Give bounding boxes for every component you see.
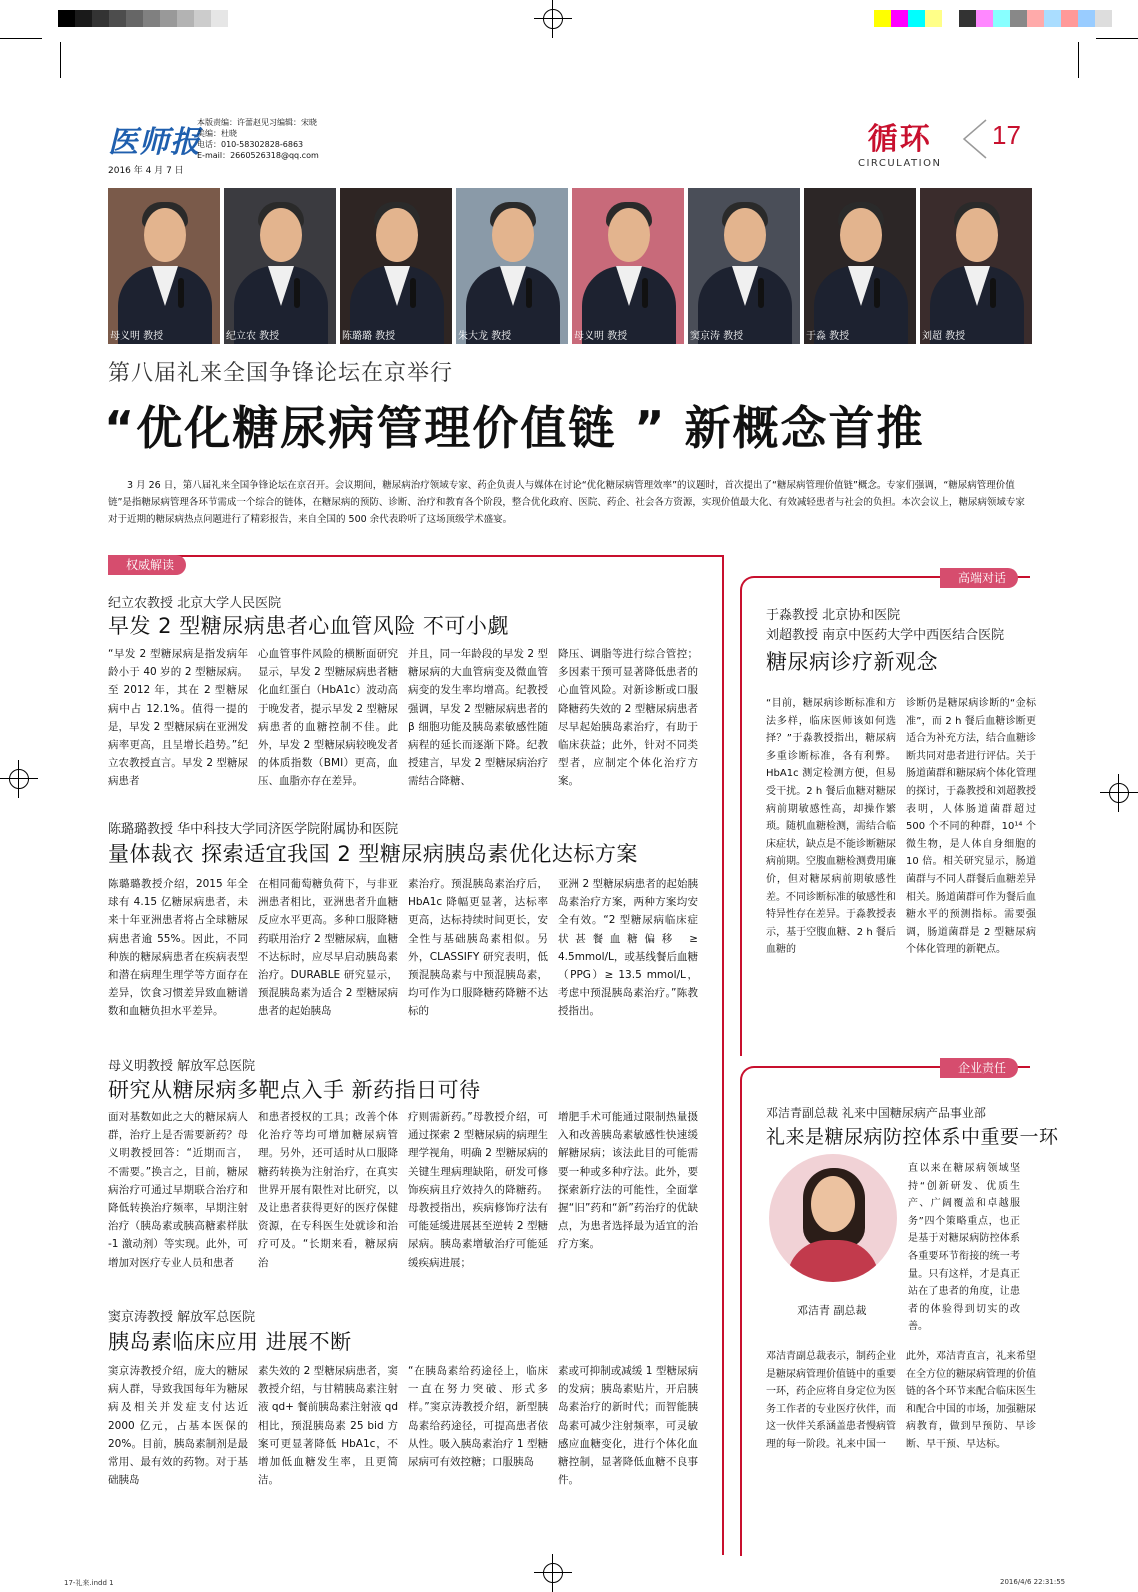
color-swatch: [1061, 10, 1078, 27]
issue-date: 2016 年 4 月 7 日: [108, 166, 184, 176]
article-column: 亚洲 2 型糖尿病患者的起始胰岛素治疗方案，两种方案均安全有效。“2 型糖尿病临床症状甚餐血糖偏移 ≥ 4.5mmol/L，或基线餐后血糖（PPG）≥ 13.5 mmol/L，考虑中预混胰岛素治疗。”陈教授指出。: [558, 878, 698, 1018]
gray-swatch: [194, 10, 211, 27]
article-column: 邓洁青副总裁表示，制药企业是糖尿病管理价值链中的重要一环，药企应将自身定位为医务工作者的专业医疗伙伴，而这一伙伴关系涵盖患者慢病管理的每一阶段。礼来中国一: [766, 1351, 896, 1450]
tag-authority: 权威解读: [114, 555, 186, 575]
article-title: 胰岛素临床应用 进展不断: [108, 1330, 352, 1354]
article-column: 在相同葡萄糖负荷下，与非亚洲患者相比，亚洲患者升血糖反应水平更高。多种口服降糖药联用治疗 2 型糖尿病，血糖不达标时，应尽早启动胰岛素治疗。DURABLE 研究显示，预混胰岛素为适合 2 型糖尿病患者的起始胰岛: [258, 878, 398, 1018]
color-swatch: [1095, 10, 1112, 27]
registration-mark-bottom: [534, 1554, 572, 1592]
crop-line: [1096, 38, 1138, 39]
article-byline: 纪立农教授 北京大学人民医院: [108, 596, 282, 611]
color-swatch: [874, 10, 891, 27]
article-column: “目前，糖尿病诊断标准和方法多样，临床医师该如何选择？”于淼教授指出，糖尿病多重诊断标准，各有利弊。HbA1c 测定检测方便，但易受干扰。2 h 餐后血糖对糖尿病前期敏感性高，却操作繁琐。随机血糖检测，需结合临床症状，缺点是不能诊断糖尿病前期。空腹血糖检测费用廉价，但对糖尿病前期敏感性差。不同诊断标准的敏感性和特异性存在差异。于淼教授表示，基于空腹血糖、2 h 餐后血糖的: [766, 698, 896, 956]
speaker-photo: [920, 188, 1032, 344]
photo-caption: 纪立农 教授: [226, 331, 280, 342]
article-column: 降压、调脂等进行综合管控；多因素干预可显著降低患者的心血管风险。对新诊断或口服降糖药失效的 2 型糖尿病患者尽早起始胰岛素治疗，有助于临床获益；此外，针对不同类型者，应制定个体化治疗方案。: [558, 648, 698, 788]
color-swatch: [976, 10, 993, 27]
article-column: 此外，邓洁青直言，礼来希望在全方位的糖尿病管理的价值链的各个环节来配合临床医生和配合中国的市场，加强糖尿病教育，做到早预防、早诊断、早干预、早达标。: [906, 1351, 1036, 1450]
tag-dialogue: 高端对话: [946, 568, 1018, 588]
gray-swatch: [92, 10, 109, 27]
registration-mark-top: [534, 0, 572, 38]
phone-line: 电话：010-58302828-6863: [197, 140, 304, 149]
article-byline: 于淼教授 北京协和医院: [766, 608, 901, 623]
article-body: [766, 1348, 1036, 1488]
grayscale-bar: [58, 10, 245, 27]
timestamp: 2016/4/6 22:31:55: [1000, 1578, 1066, 1586]
tag-enterprise: 企业责任: [946, 1058, 1018, 1078]
article-body: [108, 1362, 698, 1490]
photo-caption: 窦京涛 教授: [690, 331, 744, 342]
registration-mark-left: [0, 760, 38, 798]
editor-info: [197, 117, 319, 161]
article-byline: 窦京涛教授 解放军总医院: [108, 1310, 256, 1325]
color-swatch: [959, 10, 976, 27]
gray-swatch: [177, 10, 194, 27]
gray-swatch: [228, 10, 245, 27]
article-column: 疗则需新药。”母教授介绍，可通过探索 2 型糖尿病的病理生理学视角，明确 2 型糖尿病的关键生理病理缺陷，研发可修饰疾病且疗效持久的降糖药。母教授指出，疾病修饰疗法有可能延缓进展甚至逆转 2 型糖尿病。胰岛素增敏治疗可能延缓疾病进展；: [408, 1111, 548, 1269]
sub-headline: 第八届礼来全国争锋论坛在京举行: [108, 361, 454, 386]
newspaper-logo: 医师报: [108, 125, 201, 160]
gray-swatch: [109, 10, 126, 27]
speaker-photo: [804, 188, 916, 344]
article-column: 面对基数如此之大的糖尿病人群，治疗上是否需要新药？母义明教授回答：“近期而言，不需要。”换言之，目前，糖尿病治疗可通过早期联合治疗和降低转换治疗频率，早期注射治疗（胰岛素或胰高糖素样肽 -1 激动剂）等实现。此外，可增加对医疗专业人员和患者: [108, 1111, 248, 1269]
article-column: 诊断仍是糖尿病诊断的“金标准”，而 2 h 餐后血糖诊断更适合为补充方法，结合血糖诊断共同对患者进行评估。关于肠道菌群和糖尿病个体化管理的探讨，于淼教授和刘超教授表明，人体肠道菌群超过 500 个不同的种群，10¹⁴ 个微生物，是人体自身细胞的 10 倍。相关研究显示，肠道菌群与不同人群餐后血糖差异相关。肠道菌群可作为餐后血糖水平的预测指标。需要强调，肠道菌群是 2 型糖尿病个体化管理的新靶点。: [906, 698, 1036, 956]
speaker-photo: [340, 188, 452, 344]
executive-portrait: [769, 1154, 897, 1282]
article-title: 量体裁衣 探索适宜我国 2 型糖尿病胰岛素优化达标方案: [108, 842, 638, 866]
article-title: 礼来是糖尿病防控体系中重要一环: [766, 1126, 1059, 1148]
chevron-left-icon: [960, 118, 990, 160]
page-number: 17: [992, 120, 1021, 150]
photo-caption: 朱大龙 教授: [458, 331, 512, 342]
article-column: 增肥手术可能通过限制热量摄入和改善胰岛素敏感性快速缓解糖尿病；该法此目的可能需要一种或多种疗法。此外，要探索新疗法的可能性，全面掌握“旧”药和“新”药治疗的优缺点，为患者选择最为适宜的治疗方案。: [558, 1111, 698, 1251]
article-column: 和患者授权的工具；改善个体化治疗等均可增加糖尿病管理。另外，还可适时从口服降糖药转换为注射治疗，在真实世界开展有限性对比研究，以及让患者获得更好的医疗保健资源，在专科医生处就诊和治疗可及。“长期来看，糖尿病治: [258, 1111, 398, 1269]
article-byline: 母义明教授 解放军总医院: [108, 1059, 256, 1074]
article-byline: 邓洁青副总裁 礼来中国糖尿病产品事业部: [766, 1106, 986, 1120]
article-column: 并且，同一年龄段的早发 2 型糖尿病的大血管病变及微血管病变的发生率均增高。纪教授强调，早发 2 型糖尿病患者的 β 细胞功能及胰岛素敏感性随病程的延长而逐渐下降。纪教授建言，早发 2 型糖尿病治疗需结合降糖、: [408, 648, 548, 788]
section-name: 循环: [867, 122, 932, 157]
article-column: 直以来在糖尿病领域坚持“创新研发、优质生产、广阔覆盖和卓越服务”四个策略重点，也正是基于对糖尿病防控体系各重要环节衔接的统一考量。只有这样，才是真正站在了患者的角度，让患者的体验得到切实的改善。: [908, 1163, 1020, 1333]
section-english: CIRCULATION: [858, 158, 942, 169]
lead-paragraph: 3 月 26 日，第八届礼来全国争锋论坛在京召开。会议期间，糖尿病治疗领域专家、药企负责人与媒体在讨论“优化糖尿病管理效率”的议题时，首次提出了“糖尿病管理价值链”概念。专家们强调，“糖尿病管理价值链”是指糖尿病管理各环节需成一个综合的链体，在糖尿病的预防、诊断、治疗和教育各个阶段，整合优化政府、医院、药企、社会各方资源，实现价值最大化、有效减轻患者与社会的负担。本次会议上，糖尿病领域专家对于近期的糖尿病热点问题进行了精彩报告，来自全国的 500 余代表聆听了这场顶级学术盛宴。: [108, 480, 1025, 525]
designer-line: 美编：杜晓: [197, 129, 237, 138]
gray-swatch: [160, 10, 177, 27]
crop-line: [0, 38, 42, 39]
editor-line: 本版责编：许蕾赵见习编辑：宋晓: [197, 118, 317, 127]
portrait-caption: 邓洁青 副总裁: [797, 1304, 867, 1317]
color-swatch: [1010, 10, 1027, 27]
gray-swatch: [211, 10, 228, 27]
article-body: [108, 1108, 698, 1290]
speaker-photo: [688, 188, 800, 344]
article-column: “在胰岛素给药途径上，临床一直在努力突破、形式多样。”窦京涛教授介绍，新型胰岛素给药途径，可提高患者依从性。吸入胰岛素治疗 1 型糖尿病可有效控糖；口服胰岛: [408, 1365, 548, 1469]
article-column: 心血管事件风险的横断面研究显示，早发 2 型糖尿病患者糖化血红蛋白（HbA1c）波动高于晚发者，提示早发 2 型糖尿病患者的血糖控制不佳。此外，早发 2 型糖尿病较晚发者的体质指数（BMI）更高，血压、血脂亦存在差异。: [258, 648, 398, 788]
registration-mark-right: [1100, 774, 1138, 812]
photo-caption: 刘超 教授: [922, 331, 966, 342]
color-swatch: [942, 10, 959, 27]
crop-line: [60, 42, 61, 78]
article-body: [108, 875, 698, 1055]
color-swatch: [908, 10, 925, 27]
article-column: “早发 2 型糖尿病是指发病年龄小于 40 岁的 2 型糖尿病。至 2012 年，其在 2 型糖尿病中占 12.1%。值得一提的是，早发 2 型糖尿病在亚洲发病率更高，且呈增长趋势。”纪立农教授直言。早发 2 型糖尿病患者: [108, 648, 248, 788]
article-column: 素失效的 2 型糖尿病患者，窦教授介绍，与甘精胰岛素注射液 qd+ 餐前胰岛素注射液 qd 相比，预混胰岛素 25 bid 方案可更显著降低 HbA1c，不增加低血糖发生率，且更简洁。: [258, 1365, 398, 1487]
article-column: 窦京涛教授介绍，庞大的糖尿病人群，导致我国每年为糖尿病及相关并发症支付达近 2000 亿元，占基本医保的 20%。目前，胰岛素制剂是最常用、最有效的药物。对于基础胰岛: [108, 1365, 248, 1487]
article-title: 研究从糖尿病多靶点入手 新药指日可待: [108, 1078, 481, 1102]
colorscale-bar: [874, 10, 1112, 27]
article-byline: 陈璐璐教授 华中科技大学同济医学院附属协和医院: [108, 822, 399, 837]
gray-swatch: [58, 10, 75, 27]
gray-swatch: [143, 10, 160, 27]
crop-line: [1078, 42, 1079, 78]
article-column: 素或可抑制或减缓 1 型糖尿病的发病；胰岛素贴片，开启胰岛素治疗的新时代；而智能胰岛素可减少注射频率，可灵敏感应血糖变化，进行个体化血糖控制，显著降低血糖不良事件。: [558, 1365, 698, 1487]
article-title: 糖尿病诊疗新观念: [766, 650, 938, 674]
color-swatch: [925, 10, 942, 27]
main-headline: “优化糖尿病管理价值链 ” 新概念首推: [104, 401, 925, 455]
speaker-photo-strip: [108, 188, 1032, 344]
photo-caption: 于淼 教授: [806, 331, 850, 342]
masthead: [108, 117, 201, 176]
section-logo: [858, 114, 941, 169]
speaker-photo: [572, 188, 684, 344]
photo-caption: 陈璐璐 教授: [342, 331, 396, 342]
speaker-photo: [224, 188, 336, 344]
speaker-photo: [108, 188, 220, 344]
color-swatch: [993, 10, 1010, 27]
gray-swatch: [126, 10, 143, 27]
article-body: [766, 695, 1036, 1045]
color-swatch: [1078, 10, 1095, 27]
color-swatch: [1044, 10, 1061, 27]
article-title: 早发 2 型糖尿病患者心血管风险 不可小觑: [108, 614, 509, 638]
speaker-photo: [456, 188, 568, 344]
gray-swatch: [75, 10, 92, 27]
file-info: 17-礼来.indd 1: [64, 1579, 114, 1587]
article-byline: 刘超教授 南京中医药大学中西医结合医院: [766, 628, 1005, 643]
photo-caption: 母义明 教授: [574, 331, 628, 342]
color-swatch: [1027, 10, 1044, 27]
photo-caption: 母义明 教授: [110, 331, 164, 342]
article-body: [108, 645, 698, 805]
email-line: E-mail：2660526318@qq.com: [197, 151, 319, 160]
article-column: 陈璐璐教授介绍，2015 年全球有 4.15 亿糖尿病患者，未来十年亚洲患者将占全球糖尿病患者逾 55%。因此，不同种族的糖尿病患者在疾病表型和潜在病理生理学等方面存在差异，饮食习惯差异致血糖谱数和血糖负担水平差异。: [108, 878, 248, 1018]
color-swatch: [891, 10, 908, 27]
article-column: 素治疗。预混胰岛素治疗后，HbA1c 降幅更显著，达标率更高，达标持续时间更长，安全性与基础胰岛素相似。另外，CLASSIFY 研究表明，低预混胰岛素与中预混胰岛素，均可作为口服降糖药降糖不达标的: [408, 878, 548, 1018]
